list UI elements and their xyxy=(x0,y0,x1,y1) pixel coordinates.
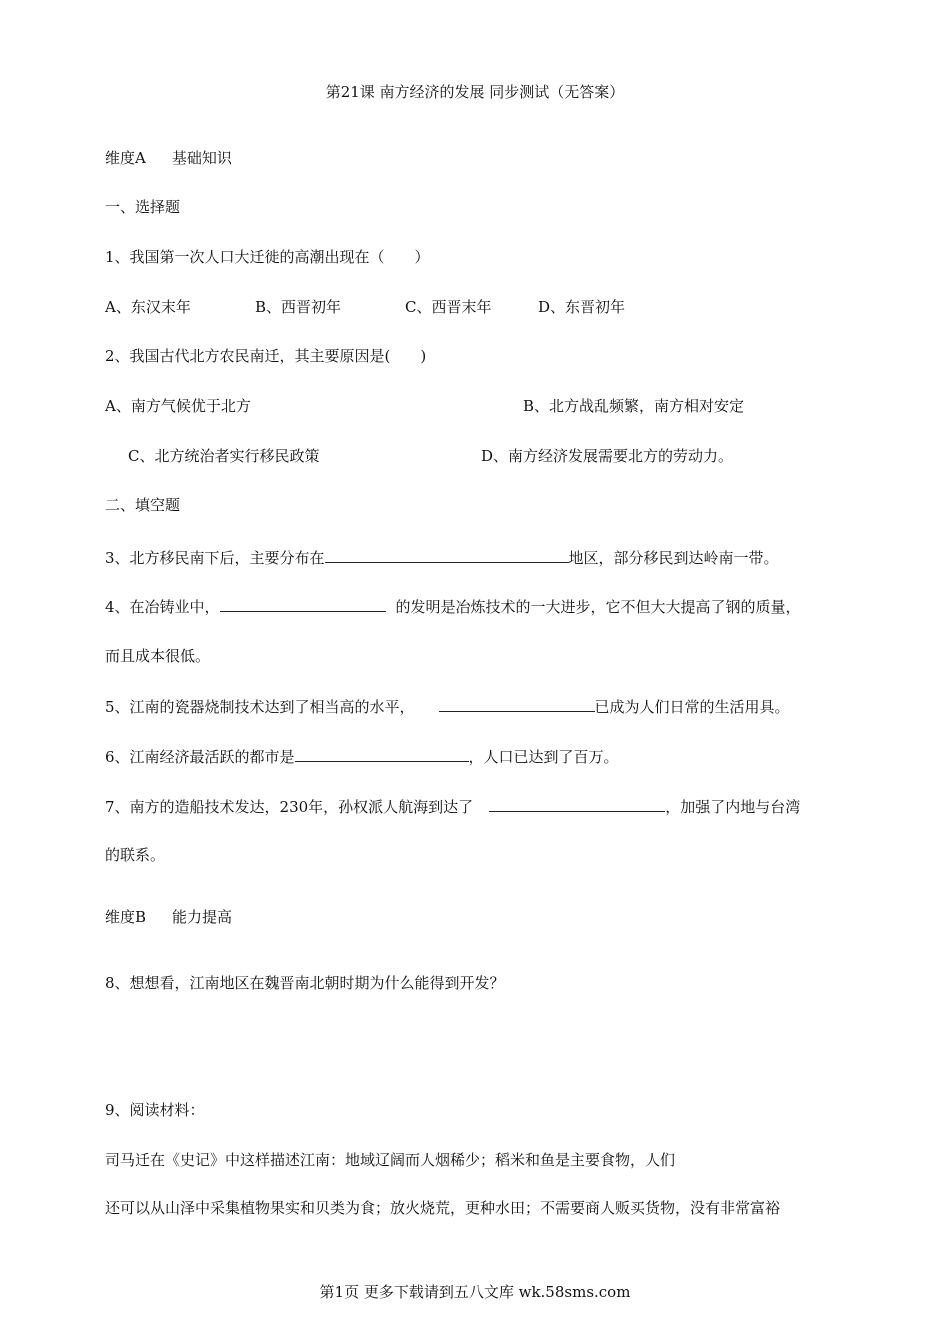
question-6 xyxy=(105,745,619,767)
q4-blank xyxy=(220,595,386,612)
q3-text-before: 3、北方移民南下后，主要分布在 xyxy=(105,549,325,567)
q5-text-after: 已成为人们日常的生活用具。 xyxy=(594,698,790,716)
q7-text-before: 7、南方的造船技术发达，230年，孙权派人航海到达了 xyxy=(105,798,474,816)
q9-material-line-1: 司马迁在《史记》中这样描述江南：地域辽阔而人烟稀少；稻米和鱼是主要食物，人们 xyxy=(105,1151,676,1169)
question-7 xyxy=(105,795,800,817)
q6-text-after: ，人口已达到了百万。 xyxy=(468,748,619,766)
section-b-heading xyxy=(105,907,232,927)
q4-text-after: 的发明是冶炼技术的一大进步，它不但大大提高了钢的质量， xyxy=(395,598,801,616)
q5-text-before: 5、江南的瓷器烧制技术达到了相当高的水平， xyxy=(105,698,415,716)
q4-text-before: 4、在冶铸业中， xyxy=(105,598,220,616)
q2-option-c: C、北方统治者实行移民政策 xyxy=(128,447,320,465)
q1-option-b: B、西晋初年 xyxy=(255,298,342,316)
q2-option-b: B、北方战乱频繁，南方相对安定 xyxy=(523,397,745,415)
section-a-name: 基础知识 xyxy=(171,149,232,167)
q2-option-d: D、南方经济发展需要北方的劳动力。 xyxy=(481,447,734,465)
q9-material-line-2: 还可以从山泽中采集植物果实和贝类为食；放火烧荒，更种水田；不需要商人贩买货物，没有非常富裕 xyxy=(105,1199,781,1217)
section-b-label: 维度B xyxy=(105,908,147,926)
question-4 xyxy=(105,595,801,617)
q1-option-a: A、东汉末年 xyxy=(105,298,191,316)
q3-blank xyxy=(325,546,569,563)
question-9-label: 9、阅读材料： xyxy=(105,1101,205,1119)
q6-text-before: 6、江南经济最活跃的都市是 xyxy=(105,748,295,766)
page-footer: 第1页 更多下载请到五八文库 wk.58sms.com xyxy=(319,1283,631,1301)
q4-continuation: 而且成本很低。 xyxy=(105,647,211,665)
q7-continuation: 的联系。 xyxy=(105,846,166,864)
question-5 xyxy=(105,695,790,717)
q1-option-c: C、西晋末年 xyxy=(405,298,492,316)
question-2: 2、我国古代北方农民南迁，其主要原因是( ) xyxy=(105,347,427,365)
question-1: 1、我国第一次人口大迁徙的高潮出现在（ ） xyxy=(105,248,430,266)
question-3 xyxy=(105,546,779,568)
question-8: 8、想想看，江南地区在魏晋南北朝时期为什么能得到开发？ xyxy=(105,974,505,992)
q7-text-after: ，加强了内地与台湾 xyxy=(665,798,801,816)
part1-heading: 一、选择题 xyxy=(105,198,181,216)
page-title: 第21课 南方经济的发展 同步测试（无答案） xyxy=(325,83,625,101)
section-a-heading xyxy=(105,148,232,168)
q6-blank xyxy=(295,745,469,762)
q5-blank xyxy=(439,695,595,712)
q2-option-a: A、南方气候优于北方 xyxy=(105,397,251,415)
q3-text-after: 地区，部分移民到达岭南一带。 xyxy=(568,549,779,567)
part2-heading: 二、填空题 xyxy=(105,496,181,514)
q1-option-d: D、东晋初年 xyxy=(538,298,626,316)
section-b-name: 能力提高 xyxy=(172,908,233,926)
q7-blank xyxy=(489,795,665,812)
section-a-label: 维度A xyxy=(105,149,146,167)
